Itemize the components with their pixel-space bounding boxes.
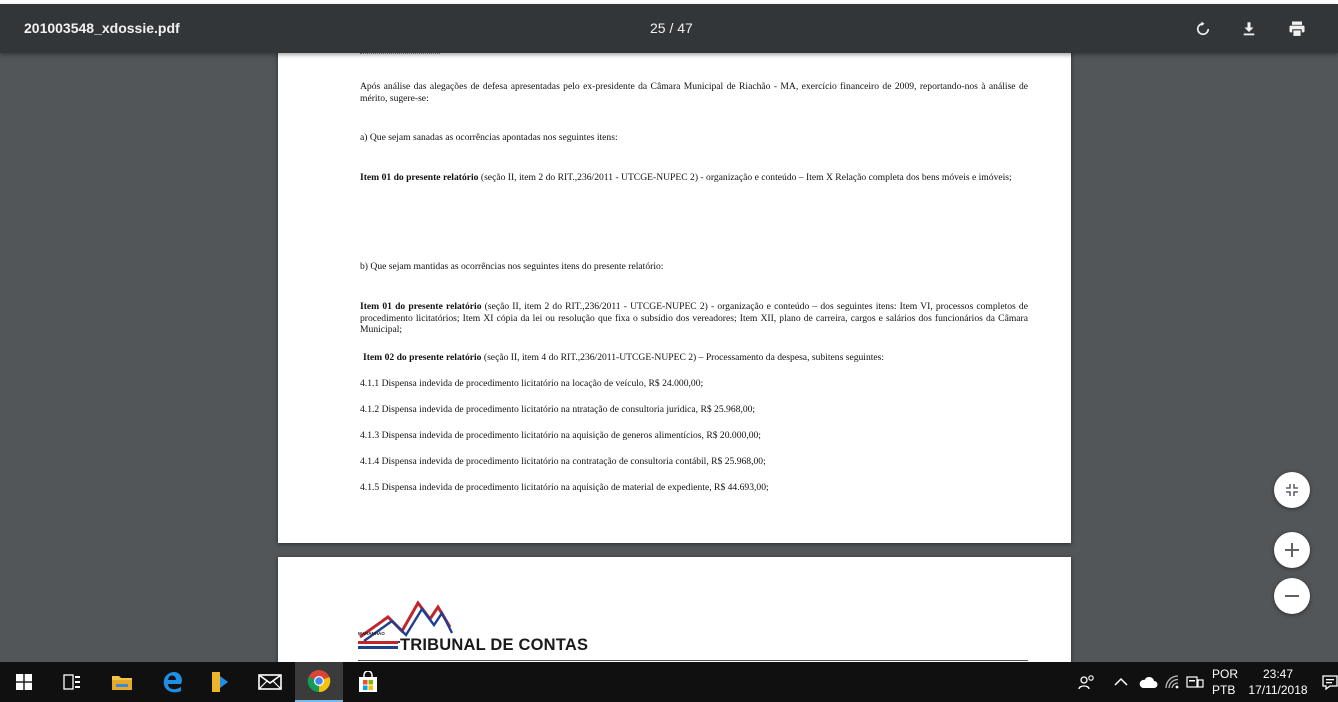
chevron-up-icon <box>1114 677 1128 687</box>
tribunal-logo <box>358 597 589 657</box>
keyboard-icon <box>1186 675 1204 689</box>
edge-icon <box>161 671 183 693</box>
zoom-in-icon <box>1285 543 1299 557</box>
header-rule <box>358 660 1028 661</box>
paragraph-item02 <box>363 352 1031 364</box>
keyboard-layout: PTB <box>1212 683 1236 697</box>
print-icon <box>1287 19 1307 39</box>
item-text: (seção II, item 2 do RIT.,236/2011 - UTCGE-NUPEC 2) - organização e conteúdo – Item X Relação completa dos bens móveis e imóveis; <box>478 172 1012 183</box>
list-item: 4.1.2 Dispensa indevida de procedimento licitatório na ntratação de consultoria jurídica, R$ 25.968,00; <box>360 404 756 415</box>
fit-to-page-icon <box>1284 482 1300 498</box>
network-button[interactable] <box>1164 662 1180 702</box>
logo-state: MARANHÃO <box>358 631 385 636</box>
item-heading: Item 01 do presente relatório <box>360 172 479 183</box>
rotate-icon <box>1194 20 1212 38</box>
rotate-button[interactable] <box>1190 16 1216 42</box>
list-item: 4.1.5 Dispensa indevida de procedimento licitatório na aquisição de material de expediente, R$ 44.693,00; <box>360 482 769 493</box>
cloud-icon <box>1138 675 1158 689</box>
people-button[interactable] <box>1078 662 1096 702</box>
media-app-button[interactable] <box>196 662 244 702</box>
item-heading: Item 01 do presente relatório <box>360 301 482 312</box>
wifi-icon <box>1164 675 1180 689</box>
total-pages: 47 <box>677 20 693 36</box>
print-button[interactable] <box>1284 16 1310 42</box>
notification-icon <box>1322 674 1338 690</box>
edge-button[interactable] <box>148 662 196 702</box>
task-view-button[interactable] <box>48 662 96 702</box>
tray-expand-button[interactable] <box>1114 662 1128 702</box>
download-icon <box>1240 20 1258 38</box>
download-button[interactable] <box>1236 16 1262 42</box>
paragraph-item01-mantidas <box>360 301 1028 336</box>
list-item: 4.1.4 Dispensa indevida de procedimento licitatório na contratação de consultoria contábil, R$ 25.968,00; <box>360 456 766 467</box>
page-indicator <box>650 20 693 36</box>
windows-logo-icon <box>16 674 32 690</box>
logo-underline-icon <box>358 641 398 651</box>
page-separator: / <box>669 20 674 36</box>
media-app-icon <box>210 671 230 693</box>
pdf-toolbar <box>0 4 1338 53</box>
page-header-remnant <box>360 53 440 56</box>
windows-taskbar <box>0 662 1338 702</box>
current-page[interactable]: 25 <box>650 20 666 36</box>
pdf-viewer-area[interactable] <box>0 53 1338 662</box>
paragraph-analysis: Após análise das alegações de defesa apresentadas pelo ex-presidente da Câmara Municipal de Riachão - MA, exercício financeiro de 2009, reportando-nos à análise de mérito, sugere-se: <box>360 81 1028 104</box>
file-name: 201003548_xdossie.pdf <box>24 20 180 36</box>
store-icon <box>357 671 379 693</box>
zoom-out-button[interactable] <box>1274 578 1310 614</box>
item-text: (seção II, item 2 do RIT.,236/2011 - UTCGE-NUPEC 2) - organização e conteúdo – dos seguintes itens: Item VI, processos completos de procedimento licitatórios; Item XI cópia da lei ou resolução que fixa o subsídio dos vereadores; Item XII, plano de carreira, cargos e salários dos funcionários da Câmara Municipal; <box>360 301 1028 335</box>
file-explorer-button[interactable] <box>98 662 146 702</box>
clock-time: 23:47 <box>1262 667 1294 681</box>
onedrive-button[interactable] <box>1138 662 1158 702</box>
action-center-button[interactable] <box>1322 662 1338 702</box>
zoom-out-icon <box>1285 589 1299 603</box>
list-item: 4.1.1 Dispensa indevida de procedimento licitatório na locação de veículo, R$ 24.000,00; <box>360 378 704 389</box>
pdf-page-26 <box>278 557 1071 662</box>
fit-to-page-button[interactable] <box>1274 472 1310 508</box>
input-method-button[interactable] <box>1186 662 1204 702</box>
clock[interactable] <box>1246 666 1310 698</box>
list-item: 4.1.3 Dispensa indevida de procedimento licitatório na aquisição de generos alimentícios, R$ 20.000,00; <box>360 430 761 441</box>
item-heading: Item 02 do presente relatório <box>363 352 482 363</box>
folder-icon <box>111 673 133 691</box>
pdf-page-25 <box>278 53 1071 543</box>
logo-text: TRIBUNAL DE CONTAS <box>400 636 589 654</box>
language-code: POR <box>1212 667 1239 681</box>
language-indicator[interactable] <box>1212 666 1238 698</box>
item-text: (seção II, item 4 do RIT.,236/2011-UTCGE-NUPEC 2) – Processamento da despesa, subitens seguintes: <box>481 352 885 363</box>
mail-button[interactable] <box>246 662 294 702</box>
paragraph-b: b) Que sejam mantidas as ocorrências nos seguintes itens do presente relatório: <box>360 261 664 272</box>
paragraph-item01-sanadas <box>360 172 1028 184</box>
store-button[interactable] <box>344 662 392 702</box>
mail-icon <box>258 674 282 690</box>
zoom-in-button[interactable] <box>1274 532 1310 568</box>
start-button[interactable] <box>0 662 48 702</box>
chrome-button[interactable] <box>295 662 343 702</box>
task-view-icon <box>63 674 81 690</box>
clock-date: 17/11/2018 <box>1248 683 1308 697</box>
paragraph-a: a) Que sejam sanadas as ocorrências apontadas nos seguintes itens: <box>360 132 618 143</box>
chrome-icon <box>307 669 331 693</box>
people-icon <box>1078 674 1096 690</box>
